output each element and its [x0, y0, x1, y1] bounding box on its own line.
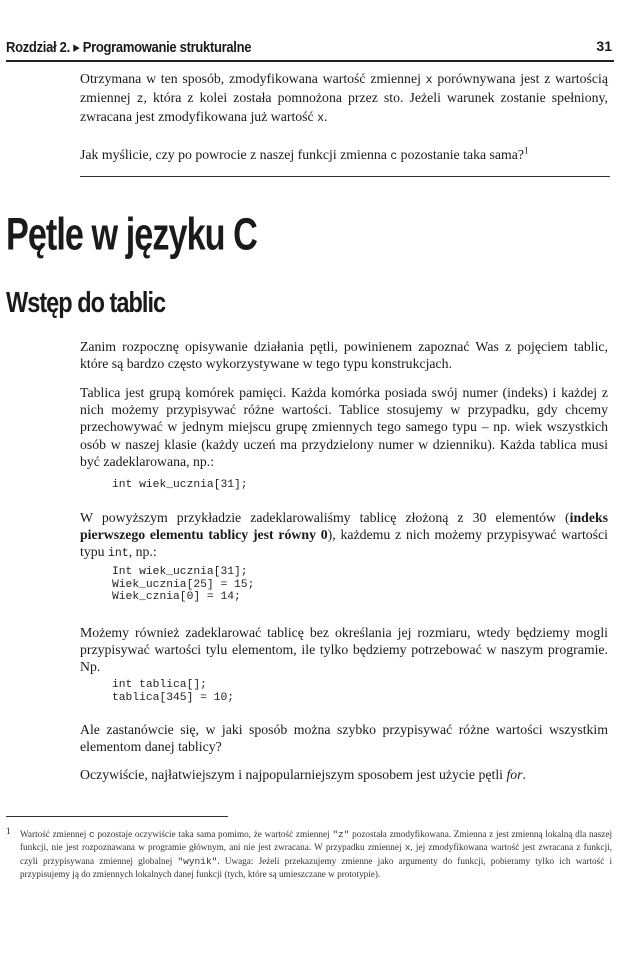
- body-paragraph-1: Zanim rozpocznę opisywanie działania pętli, powinienem zapoznać Was z pojęciem tablic, które są bardzo często wykorzystywane w tego typu konstrukcjach.: [80, 339, 608, 372]
- body-paragraph-3: W powyższym przykładzie zadeklarowaliśmy tablicę złożoną z 30 elementów (indeks pierwszego elementu tablicy jest równy 0), każdemu z nich możemy przypisywać wartości typu int, np.:: [80, 510, 609, 561]
- footnote-mark: 1: [6, 826, 11, 836]
- footnote-reference: 1: [524, 145, 529, 156]
- code-inline: int: [107, 547, 129, 561]
- section-title: Wstęp do tablic: [6, 287, 166, 320]
- chapter-header-title: Rozdział 2. ▸ Programowanie strukturalne: [6, 38, 252, 56]
- code-inline: c: [390, 150, 398, 163]
- code-block-2: Int wiek_ucznia[31]; Wiek_ucznia[25] = 15; Wiek_cznia[0] = 14;: [112, 566, 255, 603]
- footnote-rule: [6, 816, 228, 817]
- code-block-1: int wiek_ucznia[31];: [112, 479, 248, 491]
- intro-paragraph-1: Otrzymana w ten sposób, zmodyfikowana wartość zmiennej x porównywana jest z wartością zmiennej z, która z kolei została pomnożona przez sto. Jeżeli warunek zostanie spełniony, zwracana jest zmodyfikowana już wartość x.: [80, 71, 609, 126]
- page-number: 31: [596, 38, 612, 54]
- header-rule: [6, 60, 614, 62]
- chapter-title: Pętle w języku C: [6, 208, 257, 260]
- body-paragraph-5: Ale zastanówcie się, w jaki sposób można szybko przypisywać różne wartości wszystkim elementom danej tablicy?: [80, 722, 608, 755]
- code-inline: x: [317, 112, 325, 126]
- intro-paragraph-2: Jak myślicie, czy po powrocie z naszej funkcji zmienna c pozostanie taka sama?$^1$: [80, 145, 529, 163]
- body-paragraph-4: Możemy również zadeklarować tablicę bez określania jej rozmiaru, wtedy będziemy mogli przypisywać wartości tylu elementom, ile tylko będziemy potrzebować w naszym programie. Np.: [80, 625, 608, 675]
- body-paragraph-6: Oczywiście, najłatwiejszym i najpopularniejszym sposobem jest użycie pętli for.: [80, 767, 526, 782]
- code-inline: z: [136, 93, 144, 107]
- code-inline: x: [425, 74, 433, 87]
- footnote-text: Wartość zmiennej c pozostaje oczywiście taka sama pomimo, że wartość zmiennej "z" pozostała zmodyfikowana. Zmienna z jest zmienną lokalną dla naszej funkcji, nie jest rozpoznawana w programie głównym, ani nie jest zwracana. W przypadku zmiennej x, jej zmodyfikowana wartość jest zwracana z funkcji, czyli przypisywana zmiennej globalnej "wynik". Uwaga: Jeżeli przekazujemy zmienne jako argumenty do funkcji, pobieramy tylko ich wartość i przypisujemy ją do zmiennych lokalnych danej funkcji (tych, które są umieszczane w prototypie).: [20, 829, 613, 880]
- body-paragraph-2: Tablica jest grupą komórek pamięci. Każda komórka posiada swój numer (indeks) i każdej z nich możemy przypisywać różne wartości. Tablice stosujemy w przypadku, gdy chcemy przechowywać w jednym miejscu grupę zmiennych tego samego typu – np. wiek wszystkich osób w naszej klasie (każdy uczeń ma przydzielony numer w dzienniku). Każda tablica musi być zadeklarowana, np.:: [80, 385, 608, 469]
- running-header: [6, 38, 612, 60]
- code-block-3: int tablica[]; tablica[345] = 10;: [112, 679, 235, 704]
- section-separator: [80, 176, 610, 177]
